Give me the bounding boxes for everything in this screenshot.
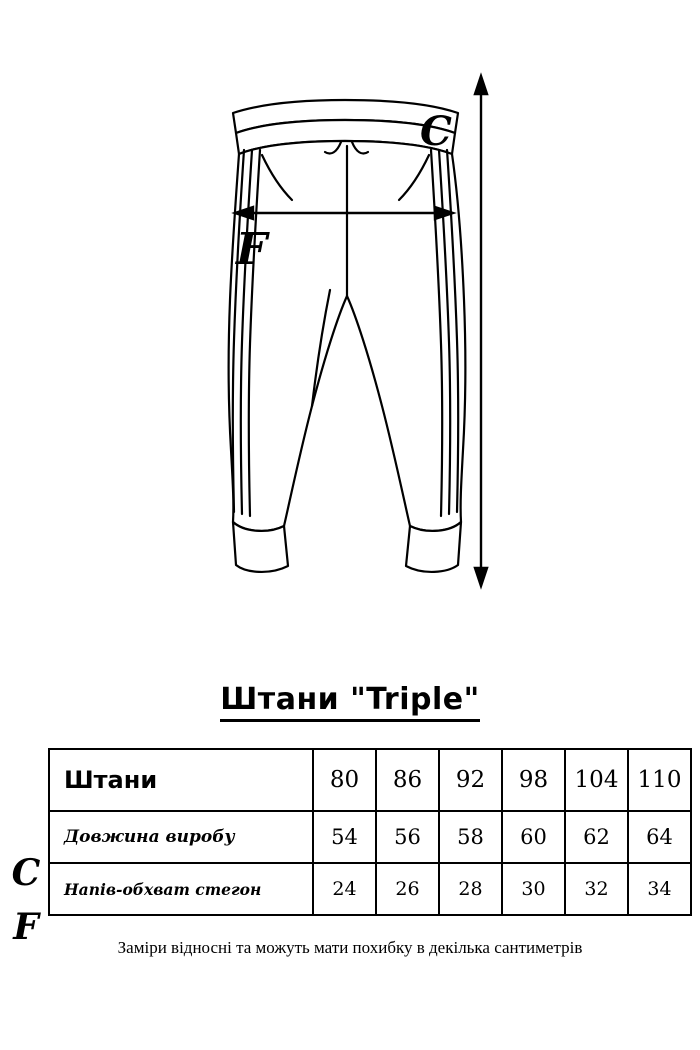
table-header-row [49,749,691,811]
hip-value-92: 28 [439,863,502,915]
hip-value-98: 30 [502,863,565,915]
row-marker-length: C [11,852,41,894]
size-header-92: 92 [439,749,502,811]
size-header-98: 98 [502,749,565,811]
size-header-104: 104 [565,749,628,811]
size-table [48,748,692,916]
table-row [49,811,691,863]
hip-letter-f: F [236,224,268,275]
size-header-80: 80 [313,749,376,811]
table-row [49,863,691,915]
length-value-98: 60 [502,811,565,863]
title-container [0,682,700,722]
table-corner-label: Штани [49,749,313,811]
hip-value-80: 24 [313,863,376,915]
length-value-110: 64 [628,811,691,863]
size-header-86: 86 [376,749,439,811]
size-header-110: 110 [628,749,691,811]
length-value-86: 56 [376,811,439,863]
length-value-80: 54 [313,811,376,863]
measurement-disclaimer: Заміри відносні та можуть мати похибку в декілька сантиметрів [117,938,583,957]
row-label-hip: Напів-обхват стегон [49,863,313,915]
length-dimension-arrow [475,76,487,586]
hip-value-104: 32 [565,863,628,915]
page-title: Штани "Triple" [220,682,480,722]
length-value-92: 58 [439,811,502,863]
row-marker-hip: F [13,906,39,948]
hip-value-110: 34 [628,863,691,915]
length-letter-c: C [420,108,452,155]
length-value-104: 62 [565,811,628,863]
hip-value-86: 26 [376,863,439,915]
row-label-length: Довжина виробу [49,811,313,863]
